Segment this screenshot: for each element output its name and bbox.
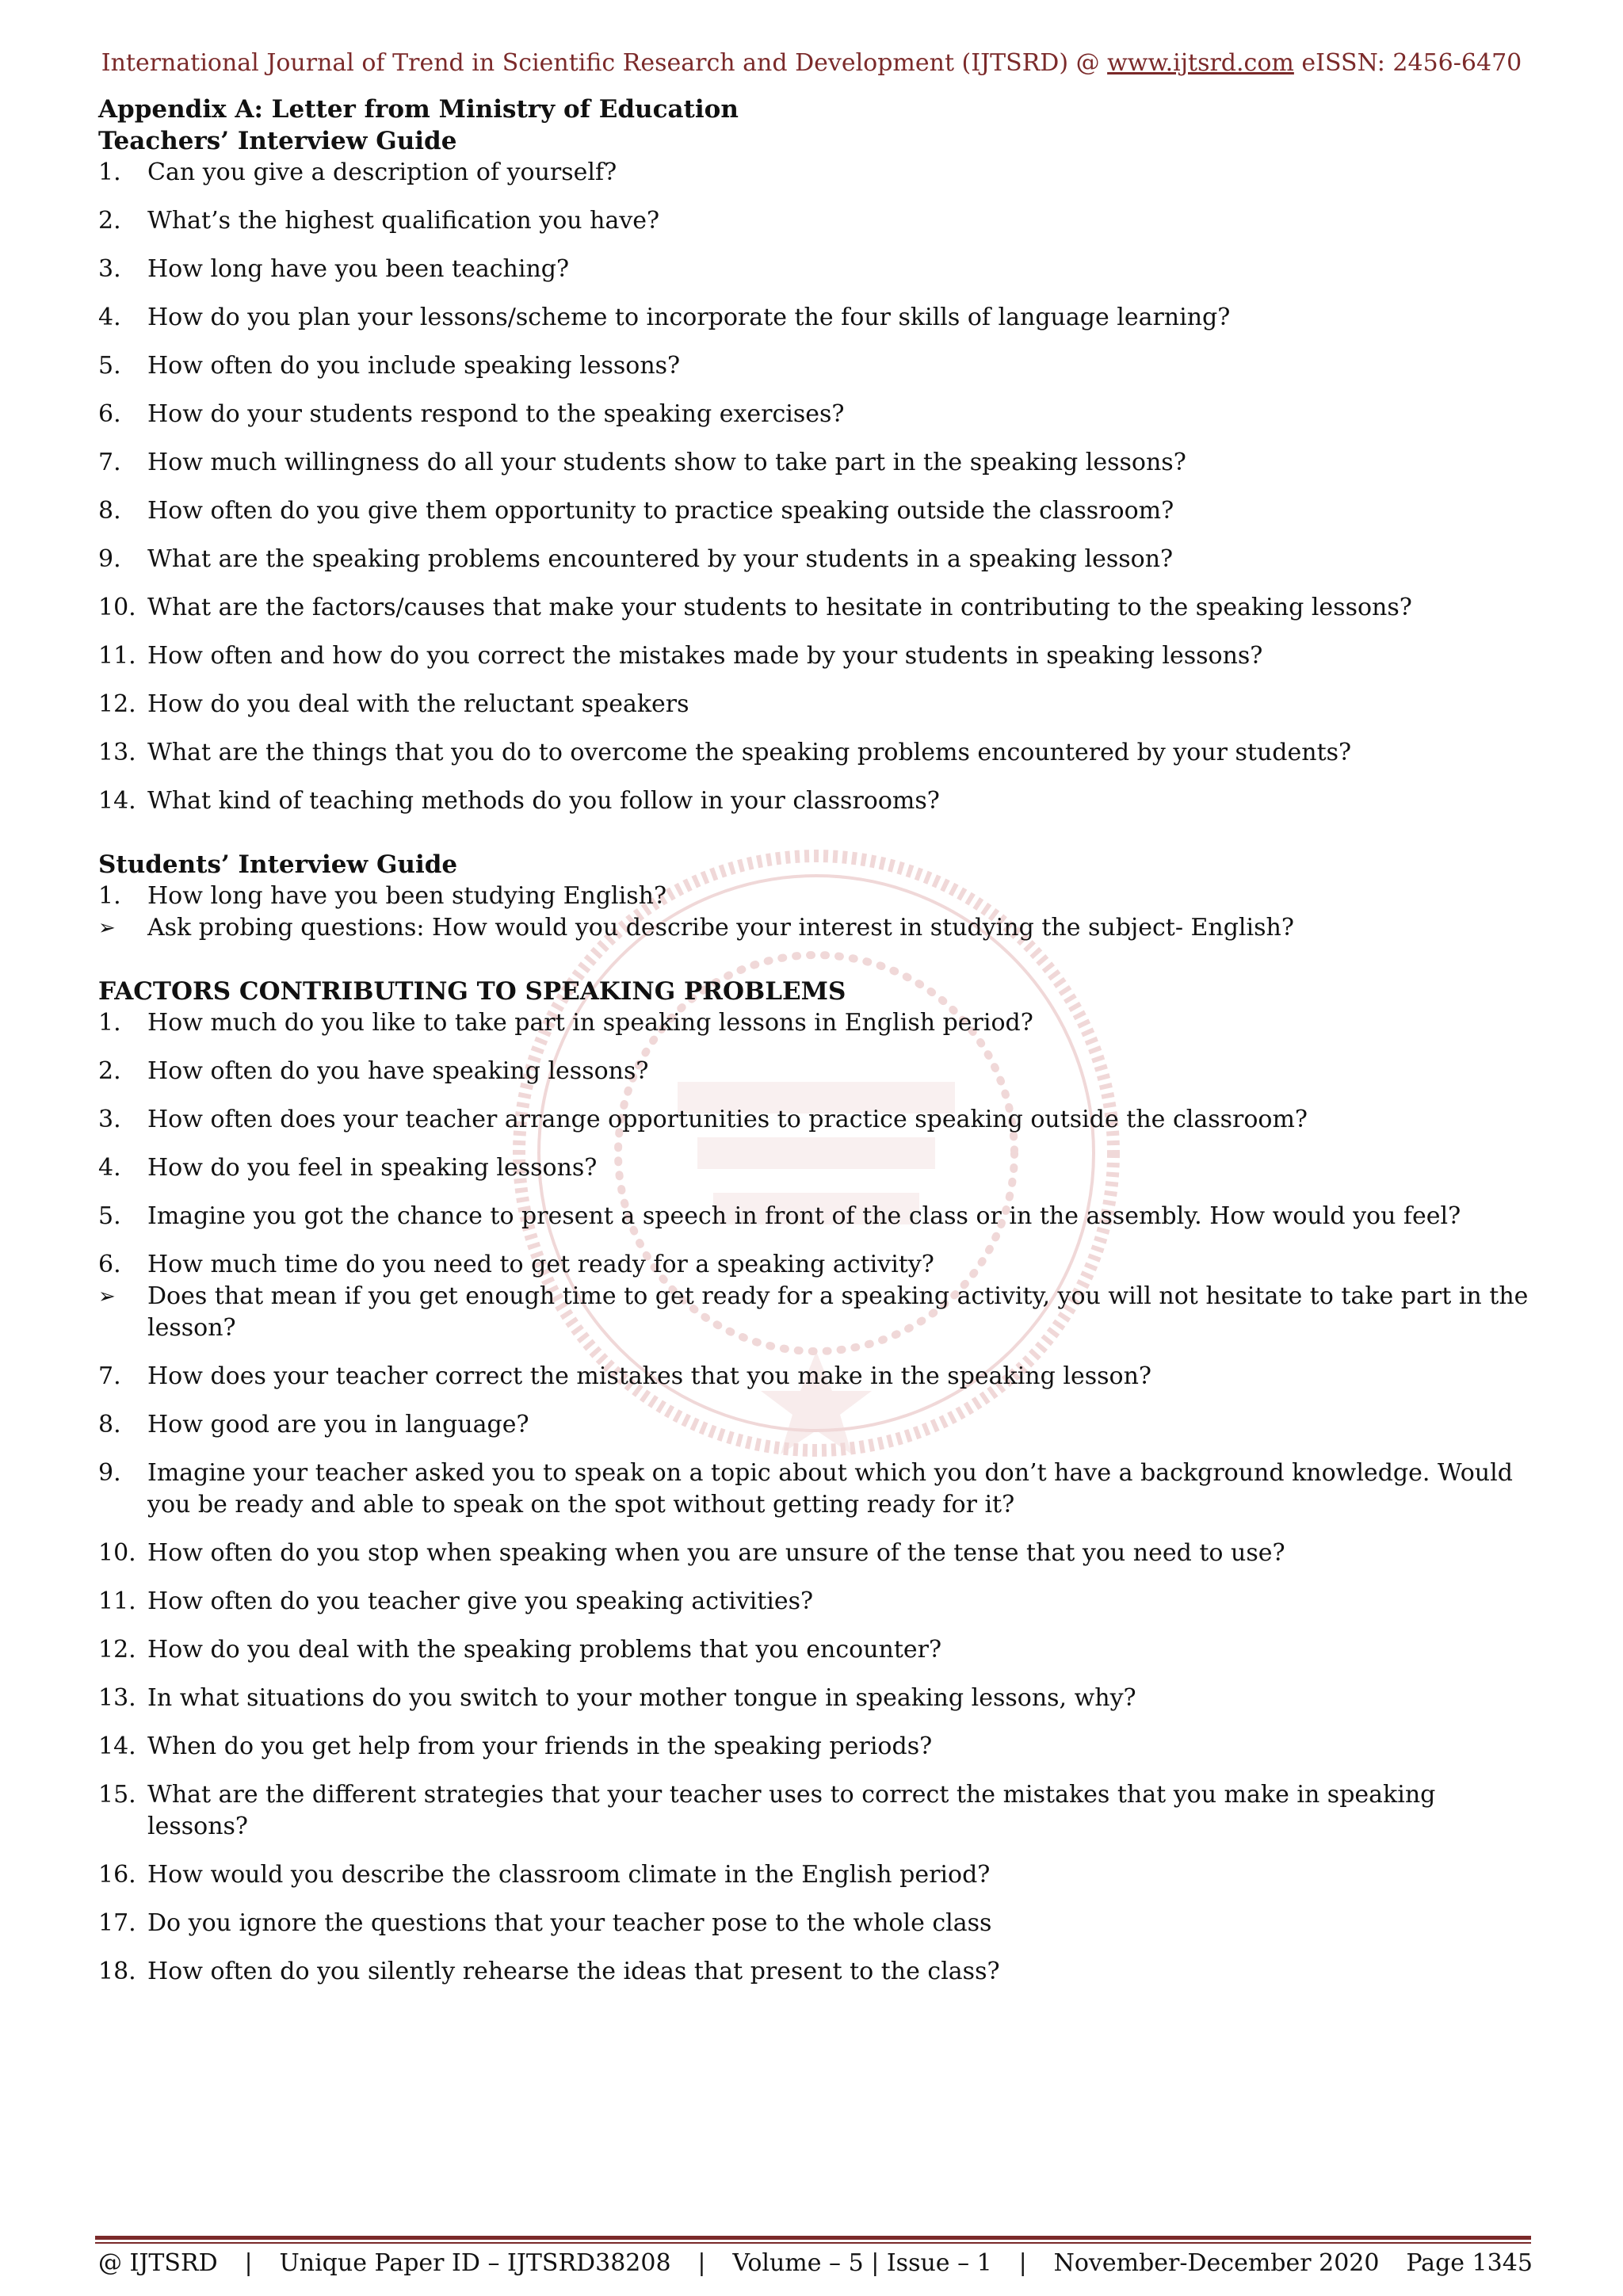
item-text: How often do you silently rehearse the ideas that present to the class? (147, 1958, 1000, 1985)
item-number: 15. (98, 1781, 136, 1809)
list-item (98, 495, 1541, 527)
item-text: Imagine you got the chance to present a speech in front of the class or in the assembly. How would you feel? (147, 1202, 1461, 1230)
item-text: How do you deal with the reluctant speakers (147, 690, 689, 718)
list-item (98, 302, 1541, 334)
item-number: 13. (98, 739, 136, 766)
list-item (98, 1859, 1541, 1891)
item-text: How often do you stop when speaking when you are unsure of the tense that you need to use? (147, 1539, 1285, 1567)
item-text: How do you plan your lessons/scheme to incorporate the four skills of language learning? (147, 304, 1231, 331)
teachers-question-list (98, 157, 1541, 817)
list-item (98, 157, 1541, 189)
footer-page-number: Page 1345 (1406, 2249, 1533, 2277)
page-body (98, 94, 1541, 1988)
item-text: Does that mean if you get enough time to get ready for a speaking activity, you will not hesitate to take part in the lesson? (147, 1282, 1529, 1342)
item-text: How often do you have speaking lessons? (147, 1057, 649, 1085)
journal-website-link[interactable]: www.ijtsrd.com (1107, 49, 1294, 77)
list-item (98, 592, 1541, 624)
item-text: Do you ignore the questions that your teacher pose to the whole class (147, 1909, 992, 1937)
list-item (98, 1908, 1541, 1939)
list-item (98, 1683, 1541, 1714)
factors-section-title: FACTORS CONTRIBUTING TO SPEAKING PROBLEMS (98, 977, 846, 1006)
item-number: 12. (98, 690, 136, 718)
item-number: 7. (98, 1362, 121, 1390)
list-item (98, 1634, 1541, 1666)
list-item (98, 1281, 1541, 1344)
item-number: 5. (98, 1202, 121, 1230)
item-number: 12. (98, 1636, 136, 1664)
item-text: How do your students respond to the speaking exercises? (147, 400, 845, 428)
item-text: How long have you been teaching? (147, 255, 570, 283)
footer-separator: | (697, 2249, 706, 2277)
item-text: Imagine your teacher asked you to speak on a topic about which you don’t have a background knowledge. Would you be ready and able to speak on the spot without getting ready for it? (147, 1459, 1513, 1519)
item-number: 11. (98, 642, 136, 670)
item-number: 6. (98, 1251, 121, 1278)
item-number: 4. (98, 1154, 121, 1182)
item-number: 8. (98, 1411, 121, 1438)
item-text: How often does your teacher arrange opportunities to practice speaking outside the classroom? (147, 1106, 1308, 1133)
item-text: What are the speaking problems encountered by your students in a speaking lesson? (147, 545, 1174, 573)
footer-divider-thin (95, 2242, 1531, 2244)
footer-separator: | (244, 2249, 253, 2277)
item-text: In what situations do you switch to your mother tongue in speaking lessons, why? (147, 1684, 1136, 1712)
item-number: 6. (98, 400, 121, 428)
item-number: 1. (98, 882, 121, 910)
footer-divider-thick (95, 2236, 1531, 2240)
list-item (98, 1586, 1541, 1618)
item-text: How much time do you need to get ready for a speaking activity? (147, 1251, 934, 1278)
arrow-bullet-icon: ➢ (98, 1285, 116, 1308)
item-text: What are the different strategies that your teacher uses to correct the mistakes that you make in speaking lessons? (147, 1781, 1436, 1840)
item-number: 14. (98, 1733, 136, 1760)
teachers-guide-title: Teachers’ Interview Guide (98, 127, 457, 155)
list-item (98, 1409, 1541, 1441)
item-text: How do you feel in speaking lessons? (147, 1154, 598, 1182)
item-number: 2. (98, 207, 121, 235)
item-text: How often do you give them opportunity to practice speaking outside the classroom? (147, 497, 1174, 525)
list-item (98, 1956, 1541, 1988)
item-text: How would you describe the classroom climate in the English period? (147, 1861, 991, 1889)
item-number: 14. (98, 787, 136, 815)
item-number: 10. (98, 1539, 136, 1567)
item-number: 13. (98, 1684, 136, 1712)
list-item (98, 785, 1541, 817)
item-number: 7. (98, 449, 121, 476)
item-number: 5. (98, 352, 121, 380)
page-footer (98, 2249, 1533, 2277)
item-number: 1. (98, 1009, 121, 1037)
item-number: 1. (98, 159, 121, 186)
list-item (98, 544, 1541, 575)
list-item (98, 1104, 1541, 1136)
item-number: 9. (98, 545, 121, 573)
list-item (98, 912, 1541, 944)
item-number: 4. (98, 304, 121, 331)
footer-paper-id: Unique Paper ID – IJTSRD38208 (279, 2249, 671, 2277)
item-number: 2. (98, 1057, 121, 1085)
list-item (98, 399, 1541, 430)
list-item (98, 1056, 1541, 1087)
item-text: How often do you teacher give you speaking activities? (147, 1587, 814, 1615)
list-item (98, 1201, 1541, 1232)
list-item (98, 1249, 1541, 1281)
item-text: How much do you like to take part in speaking lessons in English period? (147, 1009, 1033, 1037)
list-item (98, 447, 1541, 479)
item-text: How often and how do you correct the mistakes made by your students in speaking lessons? (147, 642, 1263, 670)
item-number: 17. (98, 1909, 136, 1937)
item-text: What kind of teaching methods do you follow in your classrooms? (147, 787, 940, 815)
list-item (98, 1152, 1541, 1184)
students-question-list (98, 881, 1541, 944)
list-item (98, 1731, 1541, 1763)
item-text: Ask probing questions: How would you describe your interest in studying the subject- English? (147, 914, 1294, 942)
item-number: 16. (98, 1861, 136, 1889)
list-item (98, 881, 1541, 912)
item-text: How often do you include speaking lessons? (147, 352, 681, 380)
list-item (98, 1007, 1541, 1039)
arrow-bullet-icon: ➢ (98, 916, 116, 940)
appendix-title: Appendix A: Letter from Ministry of Education (98, 95, 739, 124)
list-item (98, 1457, 1541, 1521)
journal-header (0, 49, 1623, 77)
factors-question-list (98, 1007, 1541, 1988)
list-item (98, 1538, 1541, 1569)
list-item (98, 689, 1541, 720)
list-item (98, 205, 1541, 237)
list-item (98, 1779, 1541, 1843)
list-item (98, 737, 1541, 769)
list-item (98, 254, 1541, 285)
item-number: 3. (98, 255, 121, 283)
item-number: 9. (98, 1459, 121, 1487)
footer-journal: @ IJTSRD (98, 2249, 218, 2277)
header-prefix: International Journal of Trend in Scientific Research and Development (IJTSRD) @ (101, 49, 1108, 77)
item-number: 11. (98, 1587, 136, 1615)
item-text: What are the factors/causes that make your students to hesitate in contributing to the speaking lessons? (147, 594, 1412, 621)
list-item (98, 1361, 1541, 1392)
footer-volume: Volume – 5 | Issue – 1 (732, 2249, 992, 2277)
item-text: How good are you in language? (147, 1411, 529, 1438)
footer-date: November-December 2020 (1053, 2249, 1380, 2277)
item-text: When do you get help from your friends in the speaking periods? (147, 1733, 933, 1760)
item-text: How do you deal with the speaking problems that you encounter? (147, 1636, 942, 1664)
list-item (98, 350, 1541, 382)
item-number: 8. (98, 497, 121, 525)
item-text: What are the things that you do to overcome the speaking problems encountered by your students? (147, 739, 1352, 766)
item-number: 10. (98, 594, 136, 621)
header-suffix: eISSN: 2456-6470 (1293, 49, 1522, 77)
item-number: 18. (98, 1958, 136, 1985)
footer-separator: | (1018, 2249, 1027, 2277)
item-text: Can you give a description of yourself? (147, 159, 617, 186)
item-number: 3. (98, 1106, 121, 1133)
item-text: How does your teacher correct the mistakes that you make in the speaking lesson? (147, 1362, 1151, 1390)
students-guide-title: Students’ Interview Guide (98, 850, 458, 879)
list-item (98, 640, 1541, 672)
item-text: How long have you been studying English? (147, 882, 667, 910)
item-text: What’s the highest qualification you have? (147, 207, 660, 235)
item-text: How much willingness do all your students show to take part in the speaking lessons? (147, 449, 1186, 476)
